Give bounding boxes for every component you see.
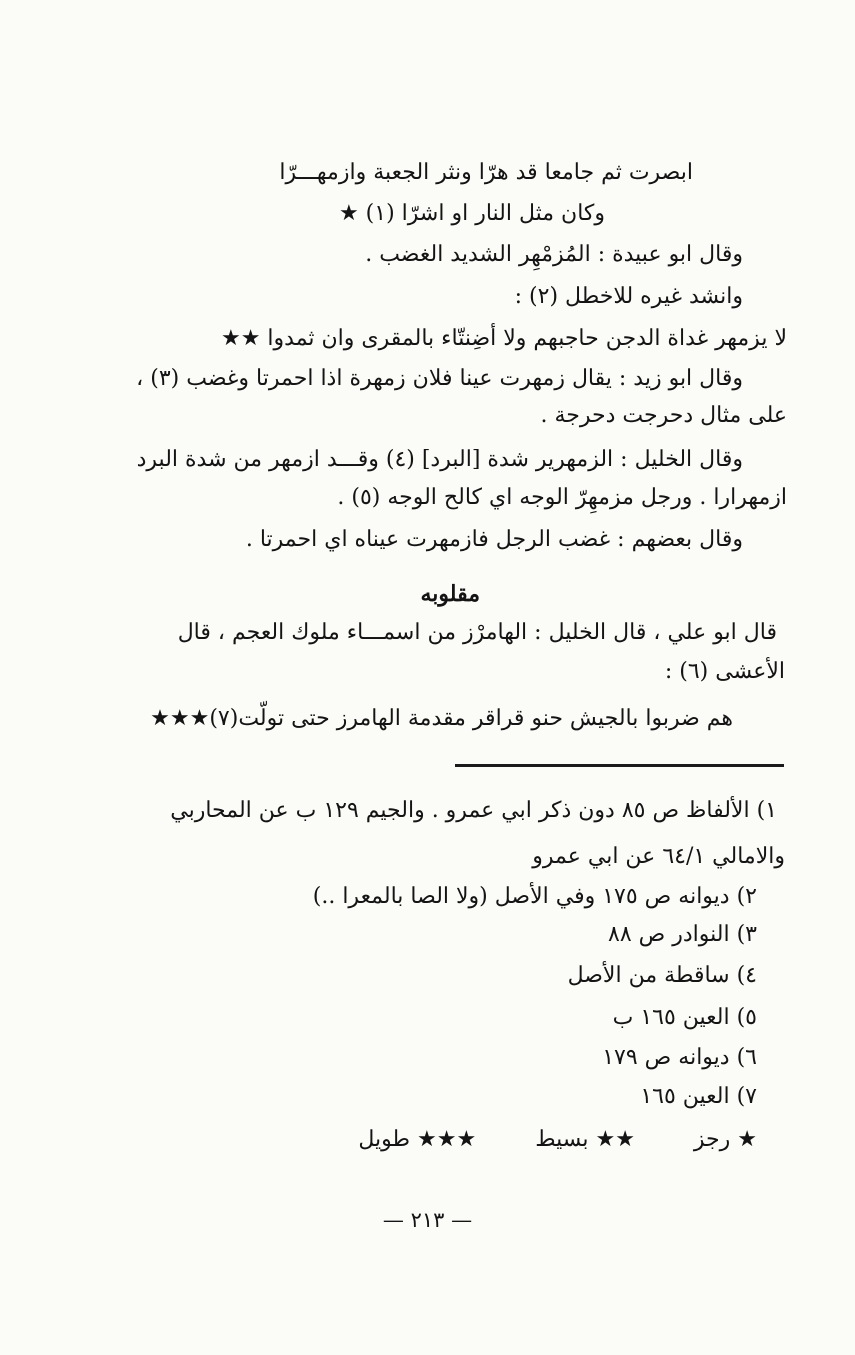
footnote-1-line-2: والامالي ٦٤/١ عن ابي عمرو xyxy=(532,844,785,869)
verse-asha: هم ضربوا بالجيش حنو قراقر مقدمة الهامرز حتى تولّت(٧)★★★ xyxy=(150,706,733,731)
paragraph-akhtal-intro: وانشد غيره للاخطل (٢) : xyxy=(514,284,743,309)
paragraph-abu-zayd-line-2: على مثال دحرجت دحرجة . xyxy=(540,403,787,428)
footnote-5: ٥) العين ١٦٥ ب xyxy=(612,1005,757,1030)
verse-akhtal: لا يزمهر غداة الدجن حاجبهم ولا أضِنتّاء بالمقرى وان ثمدوا ★★ xyxy=(220,326,787,351)
paragraph-abu-ubayda: وقال ابو عبيدة : المُزمْهِر الشديد الغضب . xyxy=(365,242,743,267)
paragraph-khalil-line-1: وقال الخليل : الزمهرير شدة [البرد] (٤) وقـــد ازمهر من شدة البرد xyxy=(136,447,743,472)
footnote-divider xyxy=(455,764,784,767)
paragraph-khalil-line-2: ازمهرارا . ورجل مزمهِرّ الوجه اي كالح الوجه (٥) . xyxy=(337,485,787,510)
meter-rajaz: ★ رجز xyxy=(693,1127,757,1152)
footnote-1-line-1: ١) الألفاظ ص ٨٥ دون ذكر ابي عمرو . والجيم ١٢٩ ب عن المحاربي xyxy=(170,798,777,823)
footnote-2: ٢) ديوانه ص ١٧٥ وفي الأصل (ولا الصا بالمعرا ..) xyxy=(312,884,757,909)
footnote-4: ٤) ساقطة من الأصل xyxy=(567,963,757,988)
paragraph-abu-zayd-line-1: وقال ابو زيد : يقال زمهرت عينا فلان زمهرة اذا احمرتا وغضب (٣) ، xyxy=(136,366,743,391)
meter-legend xyxy=(358,1125,757,1155)
paragraph-abu-ali-line-2: الأعشى (٦) : xyxy=(664,659,785,684)
paragraph-abu-ali-line-1: قال ابو علي ، قال الخليل : الهامرْز من اسمـــاء ملوك العجم ، قال xyxy=(177,620,777,645)
paragraph-others: وقال بعضهم : غضب الرجل فازمهرت عيناه اي احمرتا . xyxy=(245,527,743,552)
footnote-7: ٧) العين ١٦٥ xyxy=(640,1084,757,1109)
meter-tawil: ★★★ طويل xyxy=(358,1127,477,1152)
footnote-3: ٣) النوادر ص ٨٨ xyxy=(608,922,757,947)
meter-basit: ★★ بسيط xyxy=(535,1127,635,1152)
footnote-6: ٦) ديوانه ص ١٧٩ xyxy=(602,1045,757,1070)
section-heading: مقلوبه xyxy=(420,581,480,607)
verse-line-1: ابصرت ثم جامعا قد هرّا ونثر الجعبة وازمهـــرّا xyxy=(279,160,693,185)
verse-line-2: وكان مثل النار او اشرّا (١) ★ xyxy=(338,201,605,226)
page-number: — ٢١٣ — xyxy=(382,1208,473,1232)
